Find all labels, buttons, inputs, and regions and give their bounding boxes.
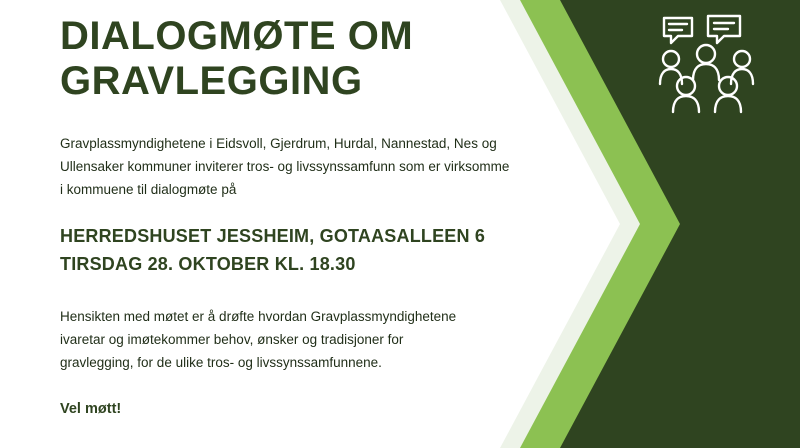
page-title: DIALOGMØTE OM GRAVLEGGING [60, 14, 414, 103]
venue-details [60, 201, 530, 279]
venue-datetime: TIRSDAG 28. OKTOBER KL. 18.30 [60, 254, 356, 275]
closing-text: Vel møtt! [60, 400, 122, 417]
venue-location: HERREDSHUSET JESSHEIM, GOTAASALLEEN 6 [60, 226, 486, 247]
purpose-paragraph: Hensikten med møtet er å drøfte hvordan Gravplassmyndighetene ivaretar og imøtekommer behov, ønsker og tradisjoner for gravlegging, for de ulike tros- og livssynssamfunnene. [60, 309, 457, 371]
meeting-discussion-icon [658, 12, 766, 116]
poster-content [60, 0, 530, 448]
intro-paragraph: Gravplassmyndighetene i Eidsvoll, Gjerdrum, Hurdal, Nannestad, Nes og Ullensaker kommuner inviterer tros- og livssynssamfunn som er virksomme i kommuene til dialogmøte på [60, 135, 510, 198]
